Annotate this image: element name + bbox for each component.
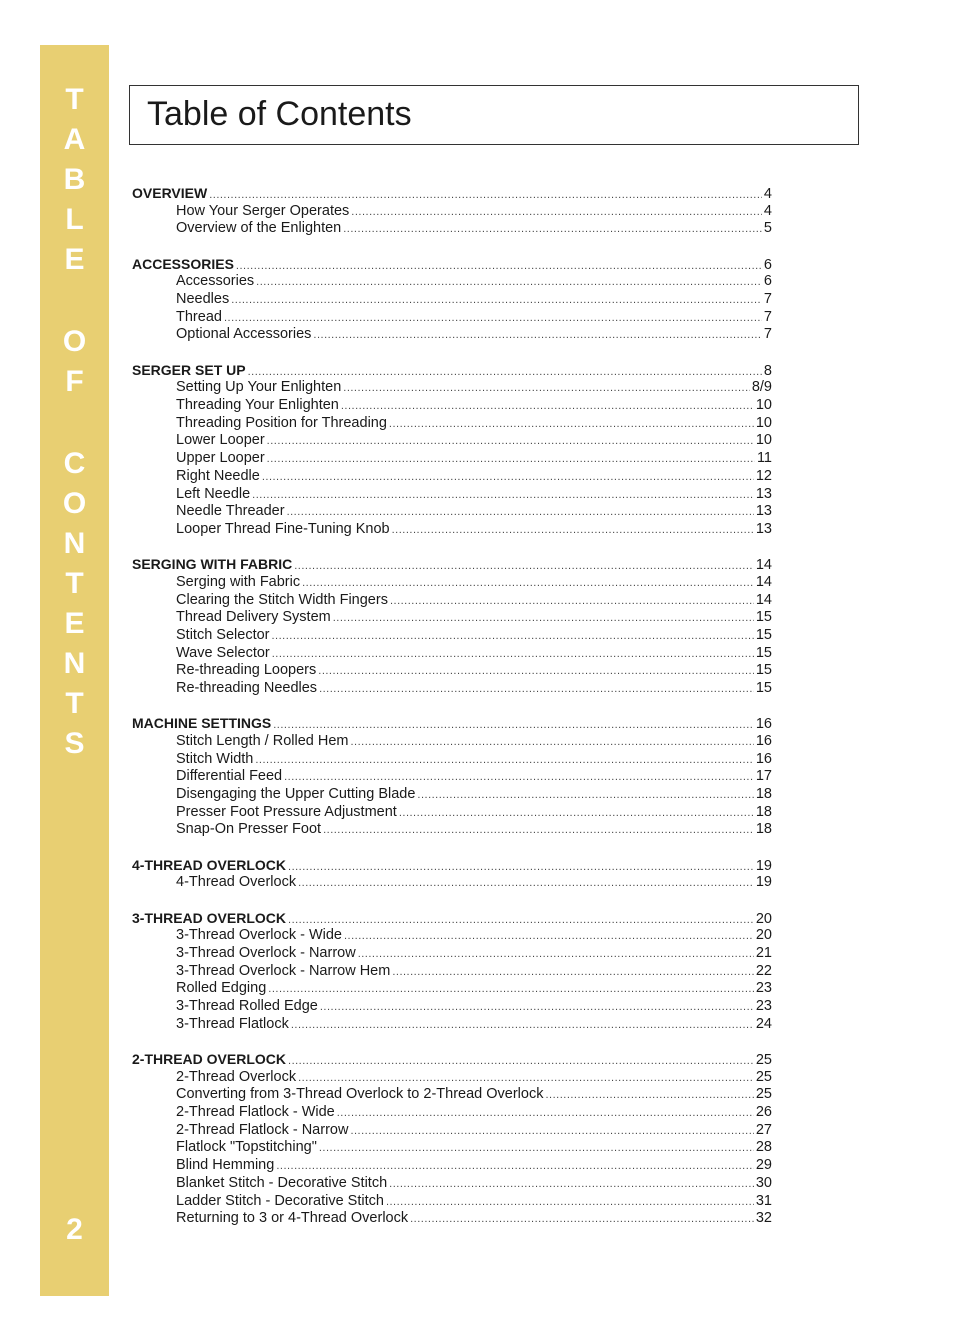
toc-page-number: 29 bbox=[755, 1157, 772, 1174]
toc-page-number: 28 bbox=[755, 1139, 772, 1156]
toc-entry-label: Stitch Length / Rolled Hem bbox=[176, 732, 349, 749]
toc-entry-label: Differential Feed bbox=[176, 768, 283, 785]
side-letter: E bbox=[64, 243, 85, 276]
toc-page-number: 18 bbox=[755, 803, 772, 820]
title-box bbox=[129, 85, 859, 145]
toc-entry-label: 3-Thread Overlock - Narrow bbox=[176, 944, 356, 961]
toc-dot-leader bbox=[319, 680, 754, 698]
toc-dot-leader bbox=[323, 821, 754, 839]
toc-page-number: 15 bbox=[755, 680, 772, 696]
toc-page-number: 13 bbox=[755, 520, 772, 537]
toc-page-number: 25 bbox=[755, 1068, 772, 1085]
toc-entry-row[interactable] bbox=[132, 290, 772, 308]
toc-entry-row[interactable] bbox=[132, 325, 772, 343]
toc-entry-row[interactable] bbox=[132, 873, 772, 891]
toc-page-number: 16 bbox=[755, 750, 772, 767]
toc-section-row[interactable] bbox=[132, 1050, 772, 1068]
toc-entry-label: Re-threading Loopers bbox=[176, 662, 317, 679]
toc-entry-label: Returning to 3 or 4-Thread Overlock bbox=[176, 1210, 409, 1227]
toc-entry-label: 3-Thread Rolled Edge bbox=[176, 998, 318, 1014]
toc-dot-leader bbox=[224, 309, 762, 327]
side-tab-bar bbox=[40, 45, 109, 1296]
toc-entry-label: Flatlock "Topstitching" bbox=[176, 1139, 317, 1156]
toc-entry-label: Re-threading Needles bbox=[176, 680, 318, 696]
toc-entry-label: Setting Up Your Enlighten bbox=[176, 379, 342, 396]
toc-dot-leader bbox=[392, 521, 754, 539]
toc-entry-label: Threading Your Enlighten bbox=[176, 397, 339, 413]
toc-page-number: 10 bbox=[755, 414, 772, 431]
toc-dot-leader bbox=[284, 768, 754, 786]
toc-page-number: 26 bbox=[755, 1104, 772, 1120]
toc-dot-leader bbox=[319, 1139, 754, 1157]
toc-section-title: SERGER SET UP bbox=[132, 361, 246, 378]
toc-entry-label: Stitch Selector bbox=[176, 626, 270, 643]
toc-page-number: 32 bbox=[755, 1210, 772, 1227]
toc-entry-label: Thread Delivery System bbox=[176, 609, 331, 626]
toc-entry-row[interactable] bbox=[132, 1209, 772, 1227]
toc-page-number: 14 bbox=[755, 573, 772, 590]
toc-entry-row[interactable] bbox=[132, 1156, 772, 1174]
toc-entry-label: Rolled Edging bbox=[176, 980, 267, 997]
toc-dot-leader bbox=[255, 751, 754, 769]
toc-dot-leader bbox=[358, 945, 754, 963]
toc-entry-label: 2-Thread Flatlock - Narrow bbox=[176, 1121, 349, 1138]
toc-dot-leader bbox=[343, 220, 762, 238]
toc-entry-row[interactable] bbox=[132, 926, 772, 944]
toc-section-title: 2-THREAD OVERLOCK bbox=[132, 1050, 287, 1067]
side-letter: C bbox=[63, 447, 86, 480]
toc-entry-row[interactable] bbox=[132, 1103, 772, 1121]
toc-dot-leader bbox=[298, 874, 754, 892]
toc-section-row[interactable] bbox=[132, 856, 772, 874]
toc-dot-leader bbox=[341, 397, 754, 415]
toc-entry-label: Snap-On Presser Foot bbox=[176, 821, 322, 838]
toc-entry-row[interactable] bbox=[132, 661, 772, 679]
toc-section-row[interactable] bbox=[132, 909, 772, 927]
toc-entry-row[interactable] bbox=[132, 1192, 772, 1210]
toc-entry-row[interactable] bbox=[132, 573, 772, 591]
toc-dot-leader bbox=[276, 1157, 754, 1175]
toc-entry-label: 2-Thread Overlock bbox=[176, 1068, 297, 1085]
toc-dot-leader bbox=[344, 927, 754, 945]
toc-entry-label: Ladder Stitch - Decorative Stitch bbox=[176, 1192, 384, 1209]
toc-entry-label: Needle Threader bbox=[176, 503, 285, 520]
toc-entry-row[interactable] bbox=[132, 202, 772, 220]
toc-page-number: 31 bbox=[755, 1192, 772, 1209]
toc-entry-row[interactable] bbox=[132, 449, 772, 467]
toc-page-number: 19 bbox=[755, 874, 772, 891]
toc-section-title: ACCESSORIES bbox=[132, 255, 234, 272]
toc-dot-leader bbox=[272, 627, 754, 645]
toc-entry-row[interactable] bbox=[132, 272, 772, 290]
toc-page-number: 20 bbox=[755, 910, 772, 927]
toc-page-number: 15 bbox=[755, 662, 772, 679]
toc-entry-row[interactable] bbox=[132, 732, 772, 750]
toc-entry-label: Stitch Width bbox=[176, 750, 254, 767]
side-letter: T bbox=[65, 83, 84, 116]
toc-entry-label: Needles bbox=[176, 291, 230, 307]
toc-dot-leader bbox=[267, 432, 754, 450]
toc-page-number: 8 bbox=[763, 362, 772, 379]
toc-section-title: 4-THREAD OVERLOCK bbox=[132, 856, 287, 873]
side-letter: O bbox=[62, 487, 87, 520]
toc-entry-label: How Your Serger Operates bbox=[176, 202, 350, 219]
toc-section-row[interactable] bbox=[132, 255, 772, 273]
toc-entry-row[interactable] bbox=[132, 396, 772, 414]
toc-page-number: 4 bbox=[763, 202, 772, 219]
toc-entry-row[interactable] bbox=[132, 644, 772, 662]
toc-dot-leader bbox=[350, 1122, 753, 1140]
page-number: 2 bbox=[66, 1213, 83, 1246]
toc-entry-row[interactable] bbox=[132, 626, 772, 644]
toc-dot-leader bbox=[545, 1086, 753, 1104]
toc-entry-row[interactable] bbox=[132, 1174, 772, 1192]
toc-dot-leader bbox=[410, 1210, 754, 1228]
toc-entry-row[interactable] bbox=[132, 962, 772, 980]
toc-page-number: 8/9 bbox=[751, 379, 772, 396]
toc-page-number: 23 bbox=[755, 980, 772, 997]
toc-entry-row[interactable] bbox=[132, 502, 772, 520]
toc-dot-leader bbox=[313, 326, 762, 344]
toc-section-title: 3-THREAD OVERLOCK bbox=[132, 909, 287, 926]
toc-page-number: 13 bbox=[755, 485, 772, 502]
toc-dot-leader bbox=[392, 963, 754, 981]
toc-entry-row[interactable] bbox=[132, 1085, 772, 1103]
toc-section-title: MACHINE SETTINGS bbox=[132, 715, 272, 732]
toc-page-number: 6 bbox=[763, 273, 772, 290]
toc-section-row[interactable] bbox=[132, 714, 772, 732]
side-letter: F bbox=[65, 365, 84, 398]
toc-page-number: 5 bbox=[763, 220, 772, 237]
toc-entry-label: Left Needle bbox=[176, 485, 251, 502]
toc-dot-leader bbox=[268, 980, 754, 998]
toc-entry-row[interactable] bbox=[132, 679, 772, 697]
side-letter: T bbox=[65, 687, 84, 720]
page-title: Table of Contents bbox=[147, 95, 412, 133]
toc-entry-label: 2-Thread Flatlock - Wide bbox=[176, 1104, 335, 1120]
side-letter: L bbox=[65, 203, 84, 236]
toc-page-number: 14 bbox=[755, 591, 772, 608]
toc-page-number: 22 bbox=[755, 962, 772, 979]
side-letter: T bbox=[65, 567, 84, 600]
toc-entry-label: Blanket Stitch - Decorative Stitch bbox=[176, 1174, 388, 1191]
toc-entry-row[interactable] bbox=[132, 820, 772, 838]
toc-dot-leader bbox=[337, 1104, 754, 1122]
toc-page-number: 18 bbox=[755, 821, 772, 838]
toc-dot-leader bbox=[320, 998, 754, 1016]
toc-page-number: 25 bbox=[755, 1051, 772, 1068]
toc-entry-label: Blind Hemming bbox=[176, 1157, 275, 1174]
toc-dot-leader bbox=[291, 1016, 754, 1034]
toc-dot-leader bbox=[256, 273, 762, 291]
toc-page-number: 10 bbox=[755, 397, 772, 413]
toc-page-number: 6 bbox=[763, 256, 772, 273]
toc-dot-leader bbox=[417, 786, 753, 804]
toc-entry-row[interactable] bbox=[132, 608, 772, 626]
toc-entry-label: Serging with Fabric bbox=[176, 573, 301, 590]
toc-entry-row[interactable] bbox=[132, 591, 772, 609]
toc-dot-leader bbox=[231, 291, 762, 309]
toc-dot-leader bbox=[350, 733, 753, 751]
toc-entry-label: 3-Thread Overlock - Wide bbox=[176, 927, 342, 944]
toc-entry-label: Threading Position for Threading bbox=[176, 414, 387, 431]
toc-entry-label: Looper Thread Fine-Tuning Knob bbox=[176, 520, 390, 537]
toc-page-number: 19 bbox=[755, 857, 772, 874]
side-letter: E bbox=[64, 607, 85, 640]
toc-entry-label: Wave Selector bbox=[176, 644, 270, 661]
toc-section-row[interactable] bbox=[132, 184, 772, 202]
toc-page-number: 30 bbox=[755, 1174, 772, 1191]
toc-page-number: 7 bbox=[763, 326, 772, 343]
toc-dot-leader bbox=[389, 1175, 754, 1193]
toc-entry-row[interactable] bbox=[132, 485, 772, 503]
toc-dot-leader bbox=[252, 486, 754, 504]
toc-entry-row[interactable] bbox=[132, 520, 772, 538]
toc-entry-label: Accessories bbox=[176, 273, 255, 290]
toc-dot-leader bbox=[399, 804, 754, 822]
toc-entry-row[interactable] bbox=[132, 1138, 772, 1156]
toc-entry-row[interactable] bbox=[132, 997, 772, 1015]
toc-dot-leader bbox=[333, 609, 754, 627]
toc-entry-label: 3-Thread Flatlock bbox=[176, 1015, 289, 1032]
toc-page-number: 18 bbox=[755, 786, 772, 802]
toc-dot-leader bbox=[272, 645, 754, 663]
toc-entry-label: Optional Accessories bbox=[176, 326, 312, 343]
toc-dot-leader bbox=[298, 1069, 754, 1087]
toc-page-number: 21 bbox=[755, 944, 772, 961]
toc-entry-label: Converting from 3-Thread Overlock to 2-Thread Overlock bbox=[176, 1086, 544, 1103]
toc-page-number: 7 bbox=[763, 291, 772, 307]
side-letter: S bbox=[64, 727, 85, 760]
side-letter: B bbox=[63, 163, 86, 196]
toc-entry-row[interactable] bbox=[132, 431, 772, 449]
toc-dot-leader bbox=[343, 379, 750, 397]
toc-entry-row[interactable] bbox=[132, 414, 772, 432]
toc-page-number: 23 bbox=[755, 998, 772, 1014]
side-letter: N bbox=[63, 527, 86, 560]
toc-dot-leader bbox=[262, 468, 754, 486]
toc-entry-row[interactable] bbox=[132, 1121, 772, 1139]
toc-page-number: 4 bbox=[763, 186, 772, 202]
toc-entry-label: Thread bbox=[176, 308, 222, 325]
toc-entry-row[interactable] bbox=[132, 308, 772, 326]
toc-entry-row[interactable] bbox=[132, 767, 772, 785]
toc-entry-label: 3-Thread Overlock - Narrow Hem bbox=[176, 962, 391, 979]
toc-entry-row[interactable] bbox=[132, 1015, 772, 1033]
toc-page-number: 20 bbox=[755, 927, 772, 944]
toc-entry-label: Upper Looper bbox=[176, 450, 265, 467]
toc-page-number: 25 bbox=[755, 1086, 772, 1103]
toc-entry-label: Disengaging the Upper Cutting Blade bbox=[176, 786, 416, 802]
toc-entry-label: Clearing the Stitch Width Fingers bbox=[176, 591, 388, 608]
side-letter: N bbox=[63, 647, 86, 680]
toc-dot-leader bbox=[351, 203, 762, 221]
toc-page-number: 11 bbox=[756, 450, 772, 467]
toc-page-number: 13 bbox=[755, 503, 772, 520]
toc-dot-leader bbox=[386, 1193, 754, 1211]
toc-entry-row[interactable] bbox=[132, 219, 772, 237]
toc-section-row[interactable] bbox=[132, 555, 772, 573]
toc-page-number: 7 bbox=[763, 308, 772, 325]
toc-entry-row[interactable] bbox=[132, 944, 772, 962]
toc-page-number: 15 bbox=[755, 626, 772, 643]
toc-entry-row[interactable] bbox=[132, 467, 772, 485]
toc-page-number: 27 bbox=[755, 1121, 772, 1138]
toc-page-number: 12 bbox=[755, 467, 772, 484]
toc-entry-row[interactable] bbox=[132, 750, 772, 768]
toc-dot-leader bbox=[390, 592, 754, 610]
toc-entry-row[interactable] bbox=[132, 979, 772, 997]
toc-page-number: 16 bbox=[755, 732, 772, 749]
toc-page-number: 15 bbox=[755, 609, 772, 626]
toc-entry-label: Overview of the Enlighten bbox=[176, 220, 342, 237]
toc-section-title: OVERVIEW bbox=[132, 185, 208, 201]
toc-section-title: SERGING WITH FABRIC bbox=[132, 556, 293, 573]
toc-section-row[interactable] bbox=[132, 361, 772, 379]
side-letter: A bbox=[63, 123, 86, 156]
toc-entry-label: Right Needle bbox=[176, 467, 260, 484]
toc-dot-leader bbox=[267, 450, 755, 468]
toc-page-number: 10 bbox=[755, 432, 772, 449]
toc-dot-leader bbox=[389, 415, 754, 433]
toc-page-number: 14 bbox=[755, 557, 772, 574]
toc-dot-leader bbox=[318, 662, 754, 680]
toc-dot-leader bbox=[302, 574, 754, 592]
toc-entry-row[interactable] bbox=[132, 1068, 772, 1086]
toc-dot-leader bbox=[287, 503, 754, 521]
toc-entry-label: 4-Thread Overlock bbox=[176, 874, 297, 891]
toc-page-number: 15 bbox=[755, 644, 772, 661]
toc-entry-label: Lower Looper bbox=[176, 432, 265, 449]
toc-entry-row[interactable] bbox=[132, 803, 772, 821]
side-letter: O bbox=[62, 325, 87, 358]
toc-entry-row[interactable] bbox=[132, 378, 772, 396]
toc-entry-label: Presser Foot Pressure Adjustment bbox=[176, 803, 397, 820]
toc-page-number: 17 bbox=[755, 768, 772, 785]
toc-entry-row[interactable] bbox=[132, 785, 772, 803]
toc-page-number: 24 bbox=[755, 1015, 772, 1032]
toc-page-number: 16 bbox=[755, 716, 772, 733]
